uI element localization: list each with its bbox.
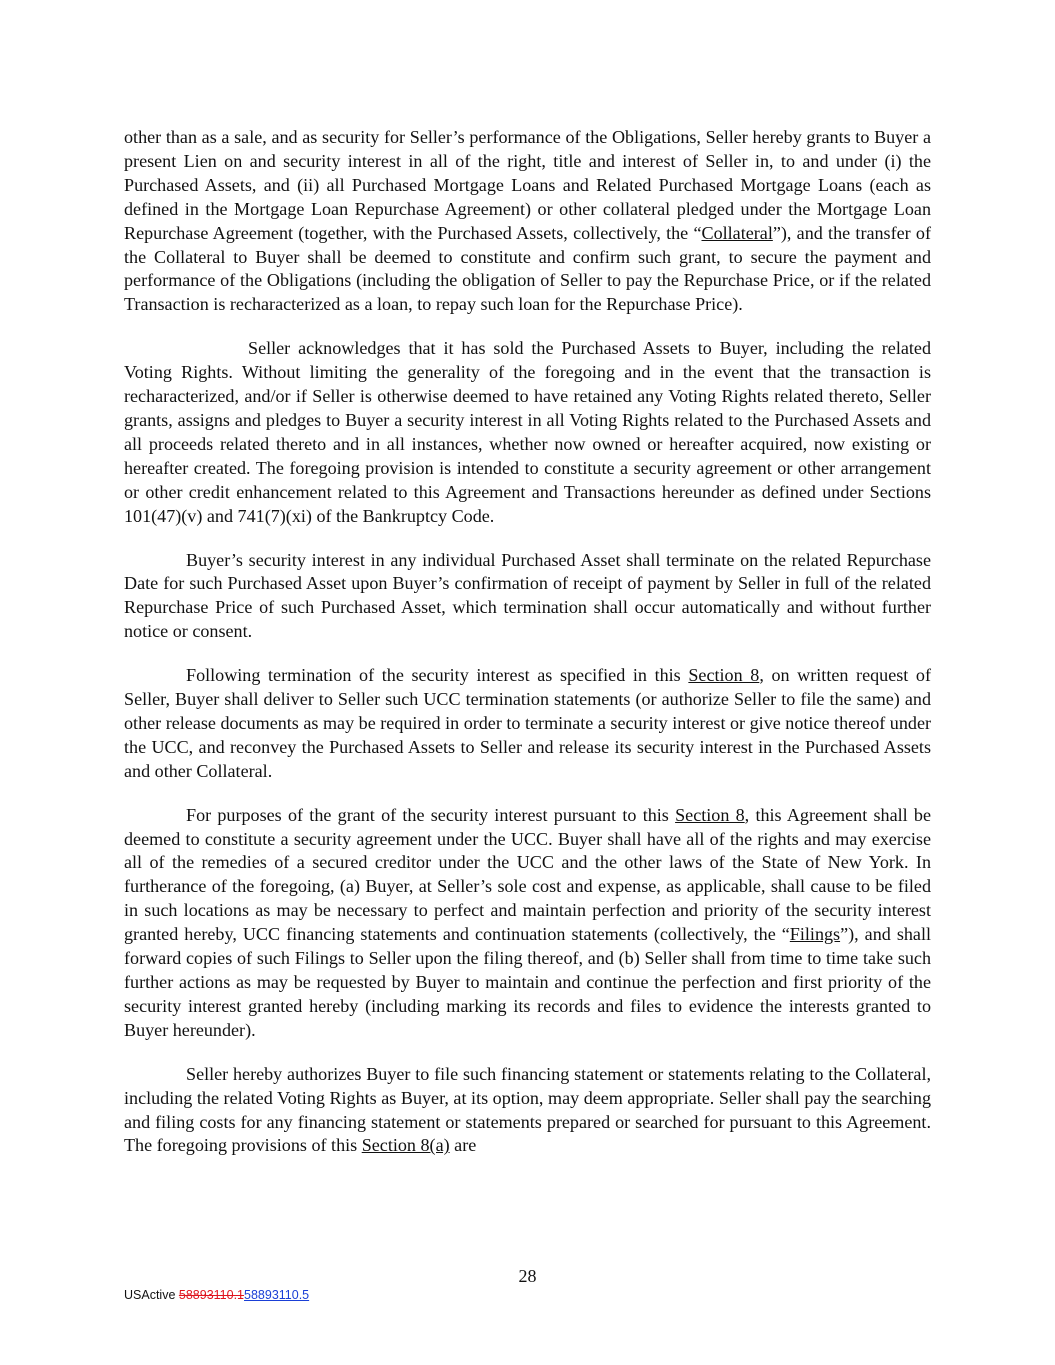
paragraph-financing-statements: Seller hereby authorizes Buyer to file such financing statement or statements relating to the Collateral, including the related Voting Rights as Buyer, at its option, may deem appropriate. Seller shall pay the searching and filing costs for any financing statement or statements prepared or searched for pursuant to this Agreement. The foregoing provisions of this Section 8(a) are <box>124 1063 931 1156</box>
footer-inserted-id: 58893110.5 <box>244 1288 310 1302</box>
document-footer <box>124 1288 309 1302</box>
paragraph-collateral-grant: other than as a sale, and as security for Seller’s performance of the Obligations, Seller hereby grants to Buyer a present Lien on and security interest in all of the right, title and interest of Seller in, to and under (i) the Purchased Assets, and (ii) all Purchased Mortgage Loans and Related Purchased Mortgage Loans (each as defined in the Mortgage Loan Repurchase Agreement) or other collateral pledged under the Mortgage Loan Repurchase Agreement (together, with the Purchased Assets, collectively, the “Collateral”), and the transfer of the Collateral to Buyer shall be deemed to constitute and confirm such grant, to secure the payment and performance of the Obligations (including the obligation of Seller to pay the Repurchase Price, or if the related Transaction is recharacterized as a loan, to repay such loan for the Repurchase Price). <box>124 127 932 315</box>
footer-deleted-id: 58893110.1 <box>178 1288 245 1302</box>
footer-label: USActive <box>124 1288 179 1302</box>
section-8-reference: Section 8 <box>675 804 745 825</box>
paragraph-release: Following termination of the security interest as specified in this Section 8, on written request of Seller, Buyer shall deliver to Seller such UCC termination statements (or authorize Seller to file the same) and other release documents as may be required in order to terminate a security interest or give notice thereof under the UCC, and reconvey the Purchased Assets to Seller and release its security interest in the Purchased Assets and other Collateral. <box>124 665 931 781</box>
page-number: 28 <box>518 1266 537 1286</box>
body-text <box>124 126 931 1178</box>
defined-term-filings: Filings <box>789 924 841 945</box>
section-8-reference: Section 8 <box>688 665 760 686</box>
paragraph-voting-rights: Seller acknowledges that it has sold the Purchased Assets to Buyer, including the related Voting Rights. Without limiting the generality of the foregoing and in the event that the transaction is recharacterized, and/or if Seller is otherwise deemed to have retained any Voting Rights related thereto, Seller grants, assigns and pledges to Buyer a security interest in all Voting Rights related to the Purchased Assets and all proceeds related thereto and in all instances, whether now owned or hereafter acquired, now existing or hereafter created. The foregoing provision is intended to constitute a security agreement or other arrangement or other credit enhancement related to this Agreement and Transactions hereunder as defined under Sections 101(47)(v) and 741(7)(xi) of the Bankruptcy Code. <box>124 338 931 526</box>
section-8a-reference: Section 8(a) <box>361 1135 450 1156</box>
defined-term-collateral: Collateral <box>701 222 773 243</box>
paragraph-security-agreement: For purposes of the grant of the security interest pursuant to this Section 8, this Agreement shall be deemed to constitute a security agreement under the UCC. Buyer shall have all of the rights and may exercise all of the remedies of a secured creditor under the UCC and the other laws of the State of New York. In furtherance of the foregoing, (a) Buyer, at Seller’s sole cost and expense, as applicable, shall cause to be filed in such locations as may be necessary to perfect and maintain perfection and priority of the security interest granted hereby, UCC financing statements and continuation statements (collectively, the “Filings”), and shall forward copies of such Filings to Seller upon the filing thereof, and (b) Seller shall from time to time take such further actions as may be requested by Buyer to maintain and continue the perfection and first priority of the security interest granted hereby (including marking its records and files to evidence the interests granted to Buyer hereunder). <box>124 804 931 1040</box>
paragraph-termination: Buyer’s security interest in any individual Purchased Asset shall terminate on the related Repurchase Date for such Purchased Asset upon Buyer’s confirmation of receipt of payment by Seller in full of the related Repurchase Price of such Purchased Asset, which termination shall occur automatically and without further notice or consent. <box>124 549 931 642</box>
